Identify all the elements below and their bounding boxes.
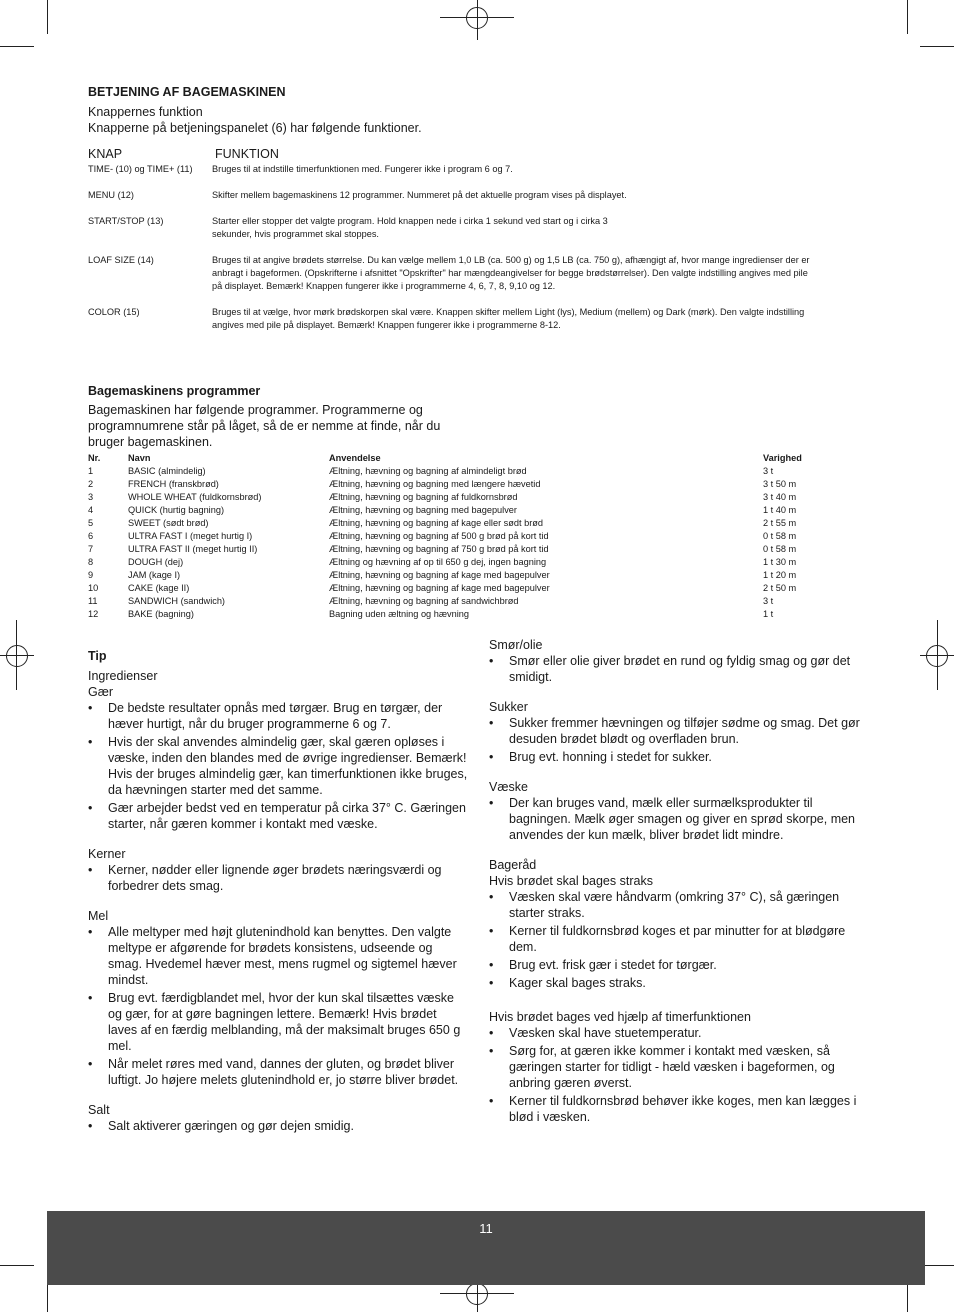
table-cell: JAM (kage I) (128, 570, 181, 580)
list-item: • Gær arbejder bedst ved en temperatur på cirka 37° C. Gæringen starter, når gæren kommer i kontakt med væske. (88, 800, 468, 832)
func-table-head-key: KNAP (88, 147, 123, 161)
table-cell: 12 (88, 609, 99, 619)
table-cell: Æltning og hævning af op til 650 g dej, ingen bagning (329, 557, 547, 567)
table-cell: SWEET (sødt brød) (128, 518, 209, 528)
right-column (489, 637, 869, 1127)
table-cell: 5 (88, 518, 94, 528)
kerner-list (88, 862, 468, 894)
func-desc: Skifter mellem bagemaskinens 12 programmer. Nummeret på det aktuelle program vises på displayet. (212, 190, 627, 200)
list-item: • Smør eller olie giver brødet en rund og fyldig smag og gør det smidigt. (489, 653, 869, 685)
func-desc: Starter eller stopper det valgte program. Hold knappen nede i cirka 1 sekund ved start og i cirka 3 (212, 216, 608, 226)
list-item: • Kerner til fuldkornsbrød koges et par minutter for at blødgøre dem. (489, 923, 869, 955)
table-cell: 3 t 40 m (763, 492, 797, 502)
list-item: • Salt aktiverer gæringen og gør dejen smidig. (88, 1118, 468, 1134)
list-item: • De bedste resultater opnås med tørgær. Brug en tørgær, der hæver hurtigt, når du bruger programmerne 6 og 7. (88, 700, 468, 732)
table-row (88, 504, 868, 517)
page-number: 11 (479, 1221, 493, 1236)
table-header-row (88, 452, 868, 465)
intro-text (88, 104, 788, 136)
func-key: COLOR (15) (88, 307, 140, 317)
func-desc: sekunder, hvis programmet skal stoppes. (212, 229, 379, 239)
vaeske-heading: Væske (489, 780, 528, 794)
table-cell: Æltning, hævning og bagning af fuldkornsbrød (329, 492, 518, 502)
left-column (88, 648, 468, 1136)
smor-heading: Smør/olie (489, 638, 543, 652)
table-cell: CAKE (kage II) (128, 583, 190, 593)
table-cell: 9 (88, 570, 94, 580)
crop-mark (47, 0, 48, 34)
intro-line: Knappernes funktion (88, 105, 203, 119)
table-cell: Æltning, hævning og bagning med bagepulver (329, 505, 517, 515)
list-item: • Brug evt. frisk gær i stedet for tørgær. (489, 957, 869, 973)
gaer-heading: Gær (88, 685, 113, 699)
timer-intro: Hvis brødet bages ved hjælp af timerfunktionen (489, 1010, 751, 1024)
list-item: • Kager skal bages straks. (489, 975, 869, 991)
tip-heading: Tip (88, 649, 107, 663)
col-header: Navn (128, 453, 151, 463)
col-header: Anvendelse (329, 453, 381, 463)
table-row (88, 530, 868, 543)
table-cell: 1 (88, 466, 94, 476)
ingredients-label: Ingredienser (88, 669, 158, 683)
gaer-list (88, 700, 468, 832)
sukker-heading: Sukker (489, 700, 528, 714)
table-row (88, 582, 868, 595)
col-header: Nr. (88, 453, 101, 463)
footer-bar (47, 1211, 925, 1285)
func-desc: på displayet. Bemærk! Knappen fungerer ikke i programmerne 4, 6, 7, 8, 9,10 og 12. (212, 281, 556, 291)
table-cell: DOUGH (dej) (128, 557, 184, 567)
func-desc: Bruges til at angive brødets størrelse. Du kan vælge mellem 1,0 LB (ca. 500 g) og 1,5 LB (ca. 750 g), afhængigt af, hvor mange ingredienser der er (212, 255, 810, 265)
bageraad-list (489, 889, 869, 991)
table-cell: ULTRA FAST II (meget hurtig II) (128, 544, 258, 554)
programs-heading: Bagemaskinens programmer (88, 384, 261, 398)
page-heading: BETJENING AF BAGEMASKINEN (88, 85, 286, 99)
table-cell: Æltning, hævning og bagning af almindeligt brød (329, 466, 527, 476)
list-item: • Sørg for, at gæren ikke kommer i kontakt med væsken, så gæringen starter for tidligt - hæld væsken i bageformen, og anbring gæren øverst. (489, 1043, 869, 1091)
programs-intro-line: bruger bagemaskinen. (88, 435, 213, 449)
func-desc: Bruges til at indstille timerfunktionen med. Fungerer ikke i program 6 og 7. (212, 164, 513, 174)
salt-list (88, 1118, 468, 1134)
table-cell: 3 (88, 492, 94, 502)
mel-heading: Mel (88, 909, 109, 923)
func-desc: angives med pile på displayet. Bemærk! Knappen fungerer ikke i programmerne 8-12. (212, 320, 561, 330)
table-cell: FRENCH (franskbrød) (128, 479, 219, 489)
crop-mark (907, 0, 908, 34)
table-cell: 6 (88, 531, 94, 541)
table-cell: 10 (88, 583, 99, 593)
table-cell: 8 (88, 557, 94, 567)
table-row (88, 517, 868, 530)
table-row (88, 465, 868, 478)
crop-mark (920, 1265, 954, 1266)
list-item: • Væsken skal have stuetemperatur. (489, 1025, 869, 1041)
table-cell: 11 (88, 596, 98, 606)
table-cell: QUICK (hurtig bagning) (128, 505, 225, 515)
table-cell: 3 t (763, 466, 774, 476)
crop-mark (0, 1265, 34, 1266)
table-cell: 2 t 55 m (763, 518, 797, 528)
table-cell: Æltning, hævning og bagning af 500 g brød på kort tid (329, 531, 549, 541)
table-cell: 1 t 40 m (763, 505, 797, 515)
table-cell: WHOLE WHEAT (fuldkornsbrød) (128, 492, 262, 502)
table-cell: BAKE (bagning) (128, 609, 194, 619)
col-header: Varighed (763, 453, 802, 463)
list-item: • Kerner til fuldkornsbrød behøver ikke koges, men kan lægges i blød i væsken. (489, 1093, 869, 1125)
table-cell: 3 t 50 m (763, 479, 797, 489)
table-row (88, 556, 868, 569)
func-desc: Bruges til at vælge, hvor mørk brødskorpen skal være. Knappen skifter mellem Light (lys), Medium (mellem) og Dark (mørk). Den valgte indstilling (212, 307, 805, 317)
list-item: • Sukker fremmer hævningen og tilføjer sødme og smag. Det gør desuden brødet blødt og overfladen brun. (489, 715, 869, 747)
table-row (88, 491, 868, 504)
crop-mark (0, 46, 34, 47)
table-row (88, 569, 868, 582)
mel-list (88, 924, 468, 1088)
table-cell: Æltning, hævning og bagning med længere hævetid (329, 479, 541, 489)
salt-heading: Salt (88, 1103, 110, 1117)
smor-list (489, 653, 869, 685)
list-item: • Når melet røres med vand, dannes der gluten, og brødet bliver luftigt. Jo højere melets glutenindhold er, jo større bliver brødet. (88, 1056, 468, 1088)
list-item: • Der kan bruges vand, mælk eller surmælksprodukter til bagningen. Mælk øger smagen og giver en sprød skorpe, men anvendes der kun mælk, bliver brødet lidt mindre. (489, 795, 869, 843)
list-item: • Brug evt. færdigblandet mel, hvor der kun skal tilsættes væske og gær, for at gøre bagningen lettere. Bemærk! Hvis brødet laves af en færdig melblanding, må der maksimalt bruges 650 g mel. (88, 990, 468, 1054)
sukker-list (489, 715, 869, 765)
crop-mark (920, 46, 954, 47)
table-cell: 2 t 50 m (763, 583, 797, 593)
table-cell: 1 t 20 m (763, 570, 797, 580)
table-cell: SANDWICH (sandwich) (128, 596, 225, 606)
programs-intro-line: Bagemaskinen har følgende programmer. Programmerne og (88, 403, 423, 417)
func-key: MENU (12) (88, 190, 134, 200)
table-cell: 0 t 58 m (763, 531, 797, 541)
list-item: • Kerner, nødder eller lignende øger brødets næringsværdi og forbedrer dets smag. (88, 862, 468, 894)
func-key: TIME- (10) og TIME+ (11) (88, 164, 193, 174)
table-row (88, 595, 868, 608)
vaeske-list (489, 795, 869, 843)
table-cell: 7 (88, 544, 94, 554)
table-cell: 3 t (763, 596, 774, 606)
kerner-heading: Kerner (88, 847, 126, 861)
table-cell: Æltning, hævning og bagning af kage eller sødt brød (329, 518, 543, 528)
func-key: START/STOP (13) (88, 216, 164, 226)
func-key: LOAF SIZE (14) (88, 255, 154, 265)
func-desc: anbragt i bageformen. (Opskrifterne i afsnittet "Opskrifter" har mængdeangivelser for begge brødstørrelser). Den valgte indstilling angives med pile (212, 268, 808, 278)
programs-intro-line: programnumrene står på låget, så de er nemme at finde, når du (88, 419, 441, 433)
table-cell: BASIC (almindelig) (128, 466, 206, 476)
table-cell: 1 t 30 m (763, 557, 797, 567)
list-item: • Brug evt. honning i stedet for sukker. (489, 749, 869, 765)
programs-table (88, 452, 868, 621)
table-row (88, 478, 868, 491)
table-cell: Æltning, hævning og bagning af 750 g brød på kort tid (329, 544, 549, 554)
func-table-head-desc: FUNKTION (215, 147, 279, 161)
table-cell: Bagning uden æltning og hævning (329, 609, 469, 619)
table-cell: 4 (88, 505, 94, 515)
bageraad-heading: Bageråd (489, 858, 537, 872)
table-cell: 0 t 58 m (763, 544, 797, 554)
table-row (88, 543, 868, 556)
list-item: • Væsken skal være håndvarm (omkring 37° C), så gæringen starter straks. (489, 889, 869, 921)
table-cell: 1 t (763, 609, 774, 619)
table-cell: 2 (88, 479, 94, 489)
table-cell: ULTRA FAST I (meget hurtig I) (128, 531, 253, 541)
table-cell: Æltning, hævning og bagning af kage med bagepulver (329, 570, 550, 580)
bageraad-intro: Hvis brødet skal bages straks (489, 874, 653, 888)
table-cell: Æltning, hævning og bagning af sandwichbrød (329, 596, 519, 606)
list-item: • Hvis der skal anvendes almindelig gær, skal gæren opløses i væske, inden den blandes med de øvrige ingredienser. Bemærk! Hvis der bruges almindelig gær, kan timerfunktionen ikke bruges, da hævningen starter med det samme. (88, 734, 468, 798)
list-item: • Alle meltyper med højt glutenindhold kan benyttes. Den valgte meltype er afgørende for brødets konsistens, udseende og smag. Hvedemel hæver mest, mens rugmel og sigtemel hæver mindst. (88, 924, 468, 988)
table-cell: Æltning, hævning og bagning af kage med bagepulver (329, 583, 550, 593)
timer-list (489, 1025, 869, 1125)
intro-line: Knapperne på betjeningspanelet (6) har følgende funktioner. (88, 121, 422, 135)
programs-intro (88, 402, 488, 450)
table-row (88, 608, 868, 621)
